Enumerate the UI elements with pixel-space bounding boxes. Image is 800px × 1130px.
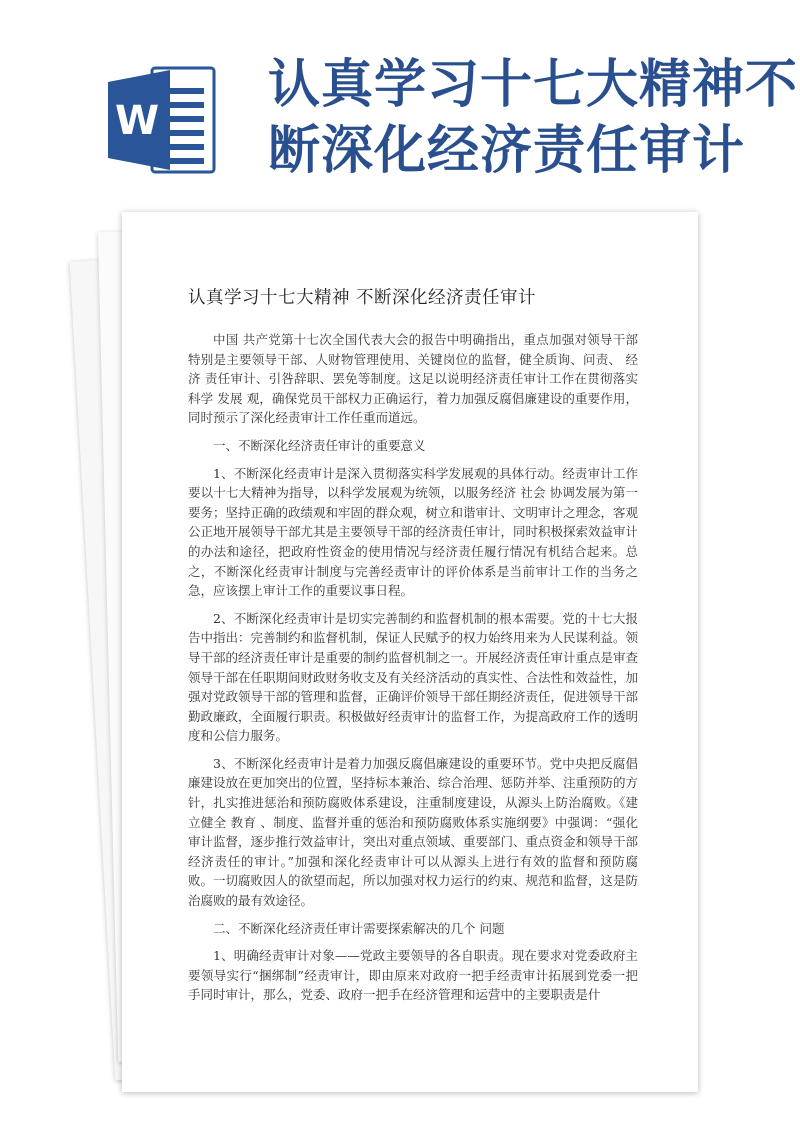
document-title: 认真学习十七大精神 不断深化经济责任审计	[188, 288, 537, 308]
banner-title-line-1: 认真学习十七大精神不	[268, 55, 799, 115]
section-heading-1: 一、不断深化经济责任审计的重要意义	[213, 437, 426, 453]
intro-paragraph: 中国 共产党第十七次全国代表大会的报告中明确指出，重点加强对领导干部特别是主要领导干部、人财物管理使用、关键岗位的监督，健全质询、问责、 经济 责任审计、引咎辞职、罢免等制度。这足以说明经济责任审计工作在贯彻落实 科学 发展 观，确保党员干部权力正确运行，着力加强反腐倡廉建设的重要作用，同时预示了深化经责审计工作任重而道远。	[188, 332, 638, 426]
document-page	[122, 212, 698, 1092]
paragraph-1-2: 2、不断深化经责审计是切实完善制约和监督机制的根本需要。党的十七大报告中指出：完善制约和监督机制，保证人民赋予的权力始终用来为人民谋利益。领导干部的经济责任审计是重要的制约监督机制之一。开展经济责任审计重点是审查领导干部在任职期间财政财务收支及有关经济活动的真实性、合法性和效益性，加强对党政领导干部的管理和监督，正确评价领导干部任期经济责任，促进领导干部勤政廉政，全面履行职责。积极做好经责审计的监督工作，为提高政府工作的透明度和公信力服务。	[188, 610, 639, 744]
banner-title	[268, 52, 799, 184]
section-heading-2: 二、不断深化经济责任审计需要探索解决的几个 问题	[213, 920, 505, 936]
banner-title-line-2: 断深化经济责任审计	[268, 121, 746, 181]
paragraph-1-1: 1、不断深化经责审计是深入贯彻落实科学发展观的具体行动。经责审计工作要以十七大精神为指导，以科学发展观为统领，以服务经济 社会 协调发展为第一要务；坚持正确的政绩观和牢固的群众观，树立和谐审计、文明审计之理念，客观公正地开展领导干部尤其是主要领导干部的经济责任审计，同时积极探索效益审计的办法和途径，把政府性资金的使用情况与经济责任履行情况有机结合起来。总之，不断深化经责审计制度与完善经责审计的评价体系是当前审计工作的当务之急，应该摆上审计工作的重要议事日程。	[188, 465, 639, 599]
document-body	[188, 330, 638, 1013]
paragraph-1-3: 3、不断深化经责审计是着力加强反腐倡廉建设的重要环节。党中央把反腐倡廉建设放在更加突出的位置，坚持标本兼治、综合治理、惩防并举、注重预防的方针，扎实推进惩治和预防腐败体系建设，注重制度建设，从源头上防治腐败。《建立健全 教育 、制度、监督并重的惩治和预防腐败体系实施纲要》中强调：“强化审计监督，逐步推行效益审计，突出对重点领域、重要部门、重点资金和领导干部经济责任的审计。”加强和深化经责审计可以从源头上进行有效的监督和预防腐败。一切腐败因人的欲望而起，所以加强对权力运行的约束、规范和监督，这是防治腐败的最有效途径。	[188, 755, 639, 909]
word-document-icon	[106, 64, 218, 176]
page-header	[0, 0, 800, 210]
paragraph-2-1: 1、明确经责审计对象——党政主要领导的各自职责。现在要求对党委政府主要领导实行“捆绑制”经责审计，即由原来对政府一把手经责审计拓展到党委一把手同时审计，那么，党委、政府一把手在经济管理和运营中的主要职责是什	[188, 948, 638, 1003]
word-logo-letter: W	[114, 98, 160, 144]
